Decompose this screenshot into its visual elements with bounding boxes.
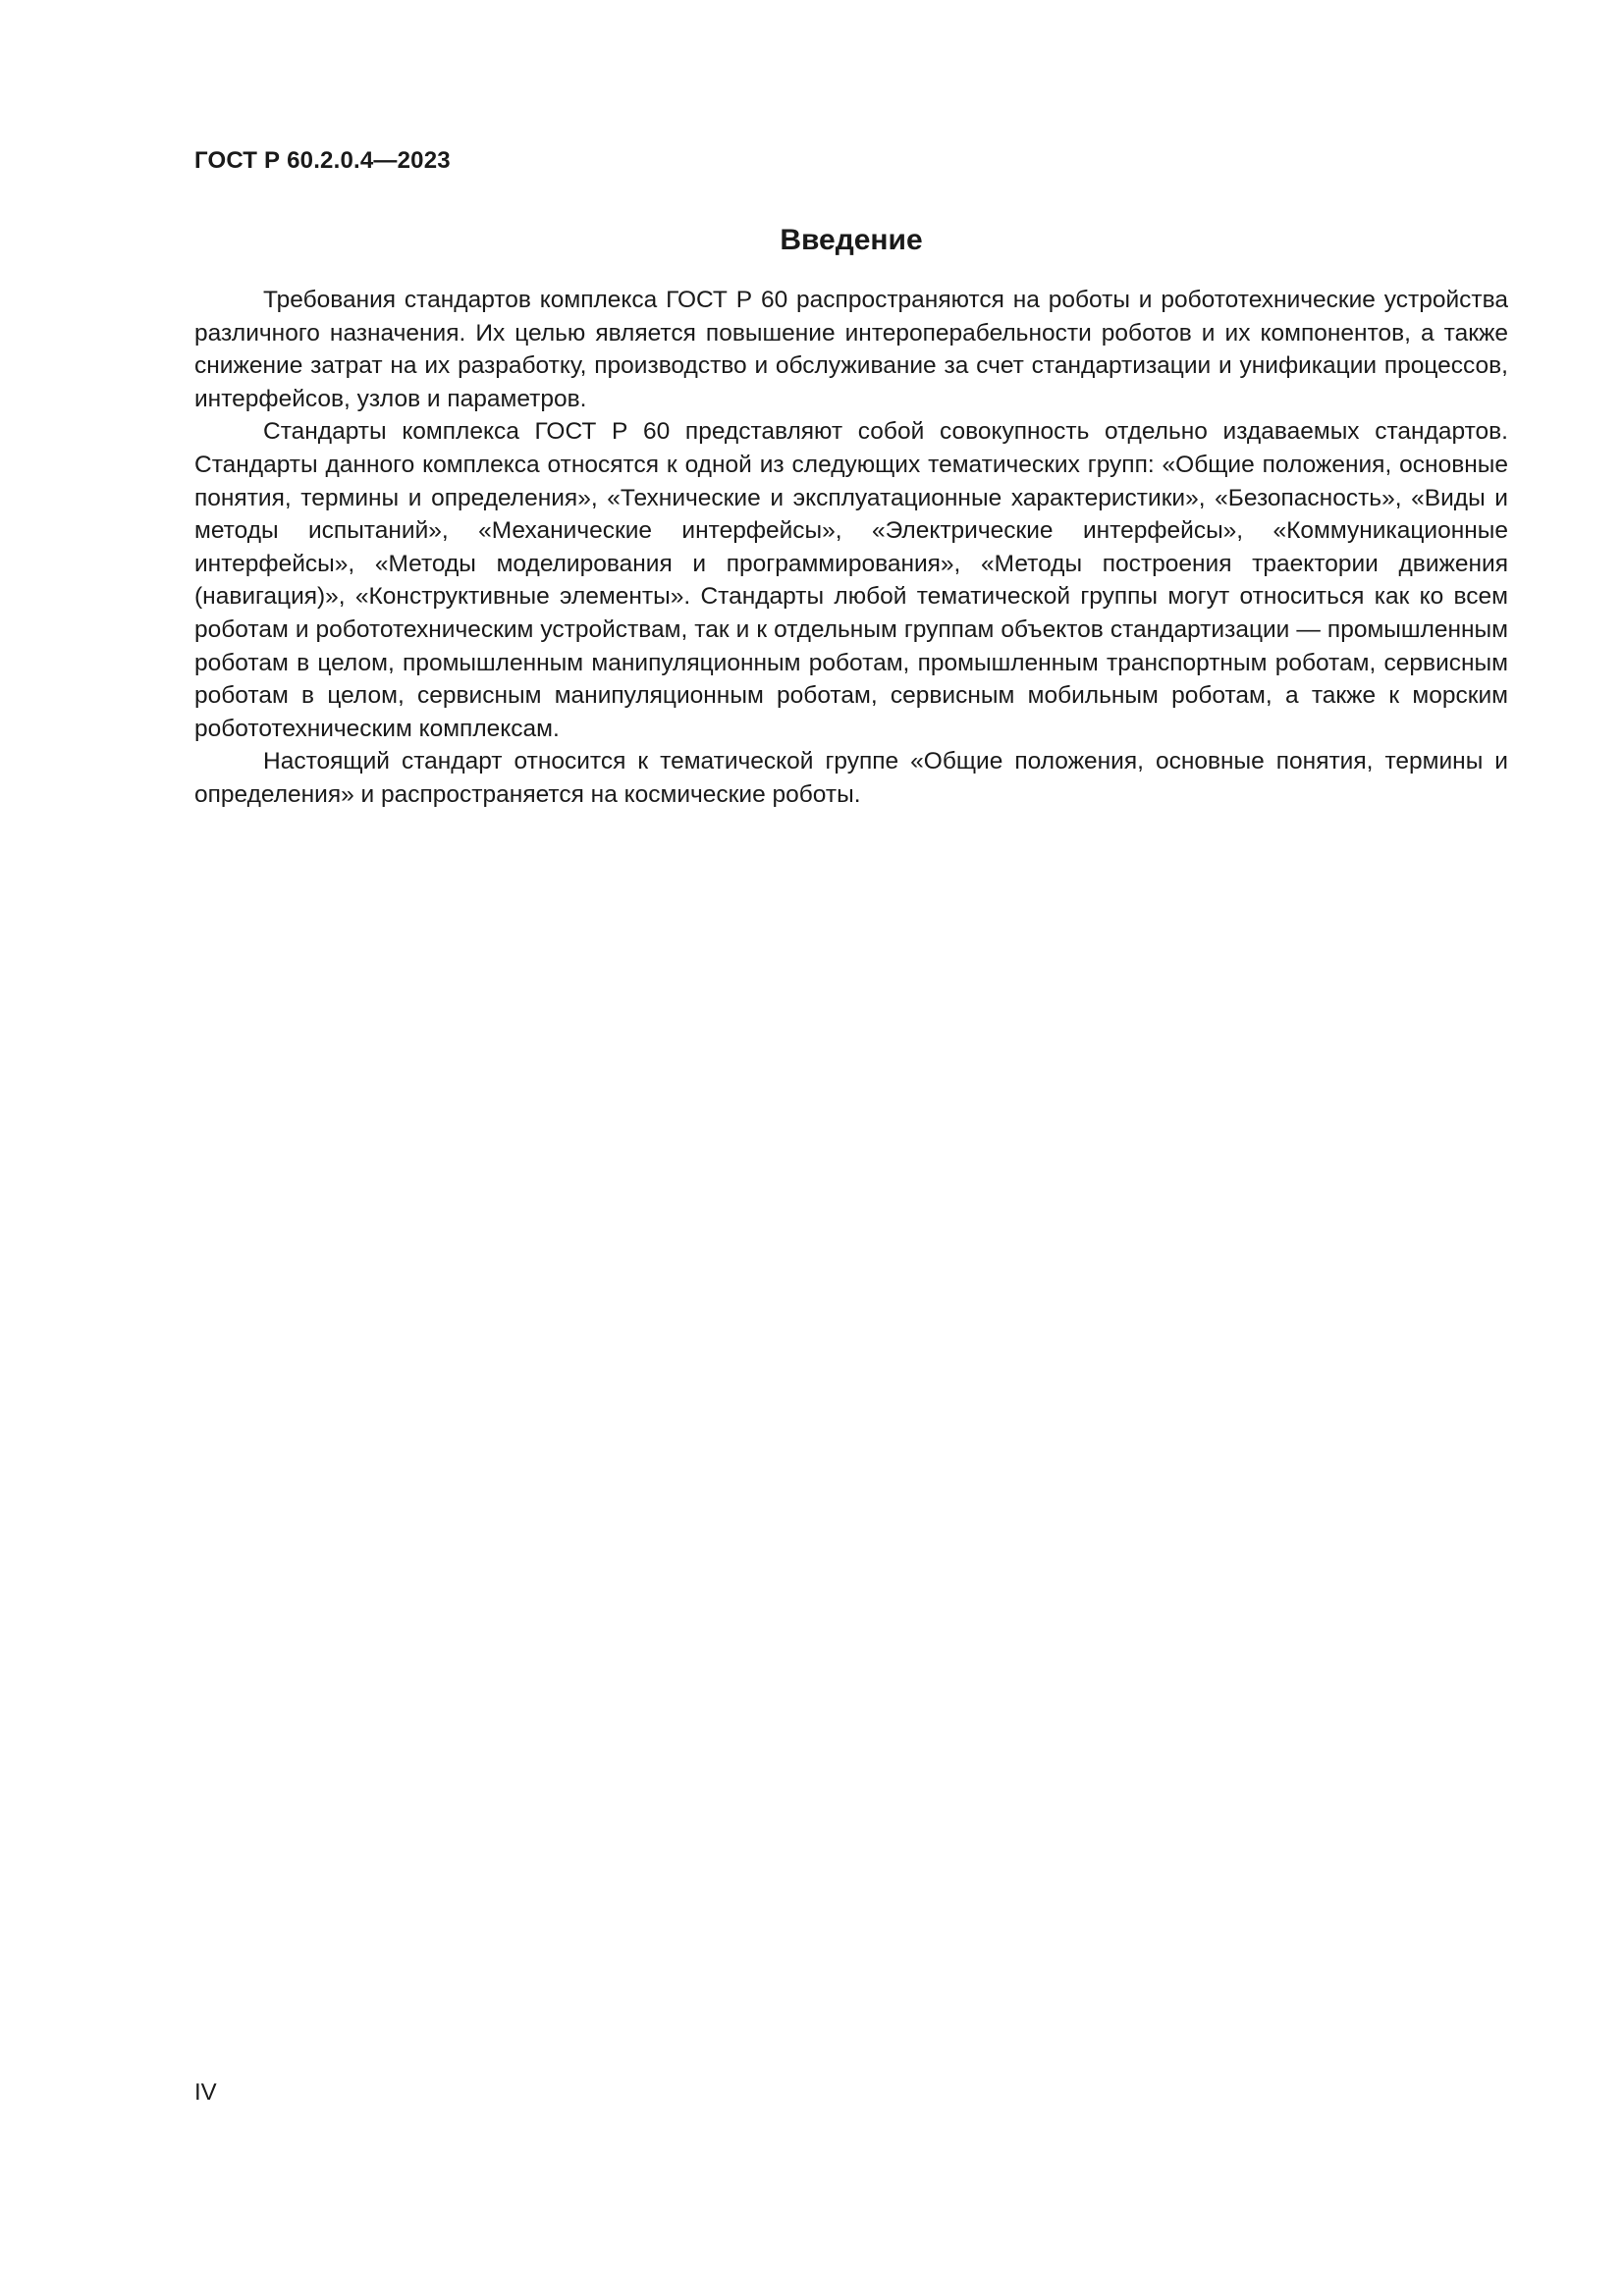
document-code: ГОСТ Р 60.2.0.4—2023: [194, 147, 451, 174]
paragraph-thematic-groups: Стандарты комплекса ГОСТ Р 60 представляют собой совокупность отдельно издаваемых стандартов. Стандарты данного комплекса относятся к одной из следующих тематических групп: «Общие положения, основные понятия, термины и определения», «Технические и эксплуатационные характеристики», «Безопасность», «Виды и методы испытаний», «Механические интерфейсы», «Электрические интерфейсы», «Коммуникационные интерфейсы», «Методы моделирования и программирования», «Методы построения траектории движения (навигация)», «Конструктивные элементы». Стандарты любой тематической группы могут относиться как ко всем роботам и робототехническим устройствам, так и к отдельным группам объектов стандартизации — промышленным роботам в целом, промышленным манипуляционным роботам, промышленным транспортным роботам, сервисным роботам в целом, сервисным манипуляционным роботам, сервисным мобильным роботам, а также к морским робототехническим комплексам.: [194, 418, 1508, 742]
paragraph-scope: Требования стандартов комплекса ГОСТ Р 60 распространяются на роботы и робототехнические устройства различного назначения. Их целью является повышение интероперабельности роботов и их компонентов, а также снижение затрат на их разработку, производство и обслуживание за счет стандартизации и унификации процессов, интерфейсов, узлов и параметров.: [194, 287, 1508, 412]
section-title: Введение: [780, 224, 923, 256]
paragraph-this-standard: Настоящий стандарт относится к тематической группе «Общие положения, основные понятия, термины и определения» и распространяется на космические роботы.: [194, 748, 1508, 808]
page-number: IV: [194, 2079, 217, 2106]
introduction-body: [194, 284, 1508, 812]
